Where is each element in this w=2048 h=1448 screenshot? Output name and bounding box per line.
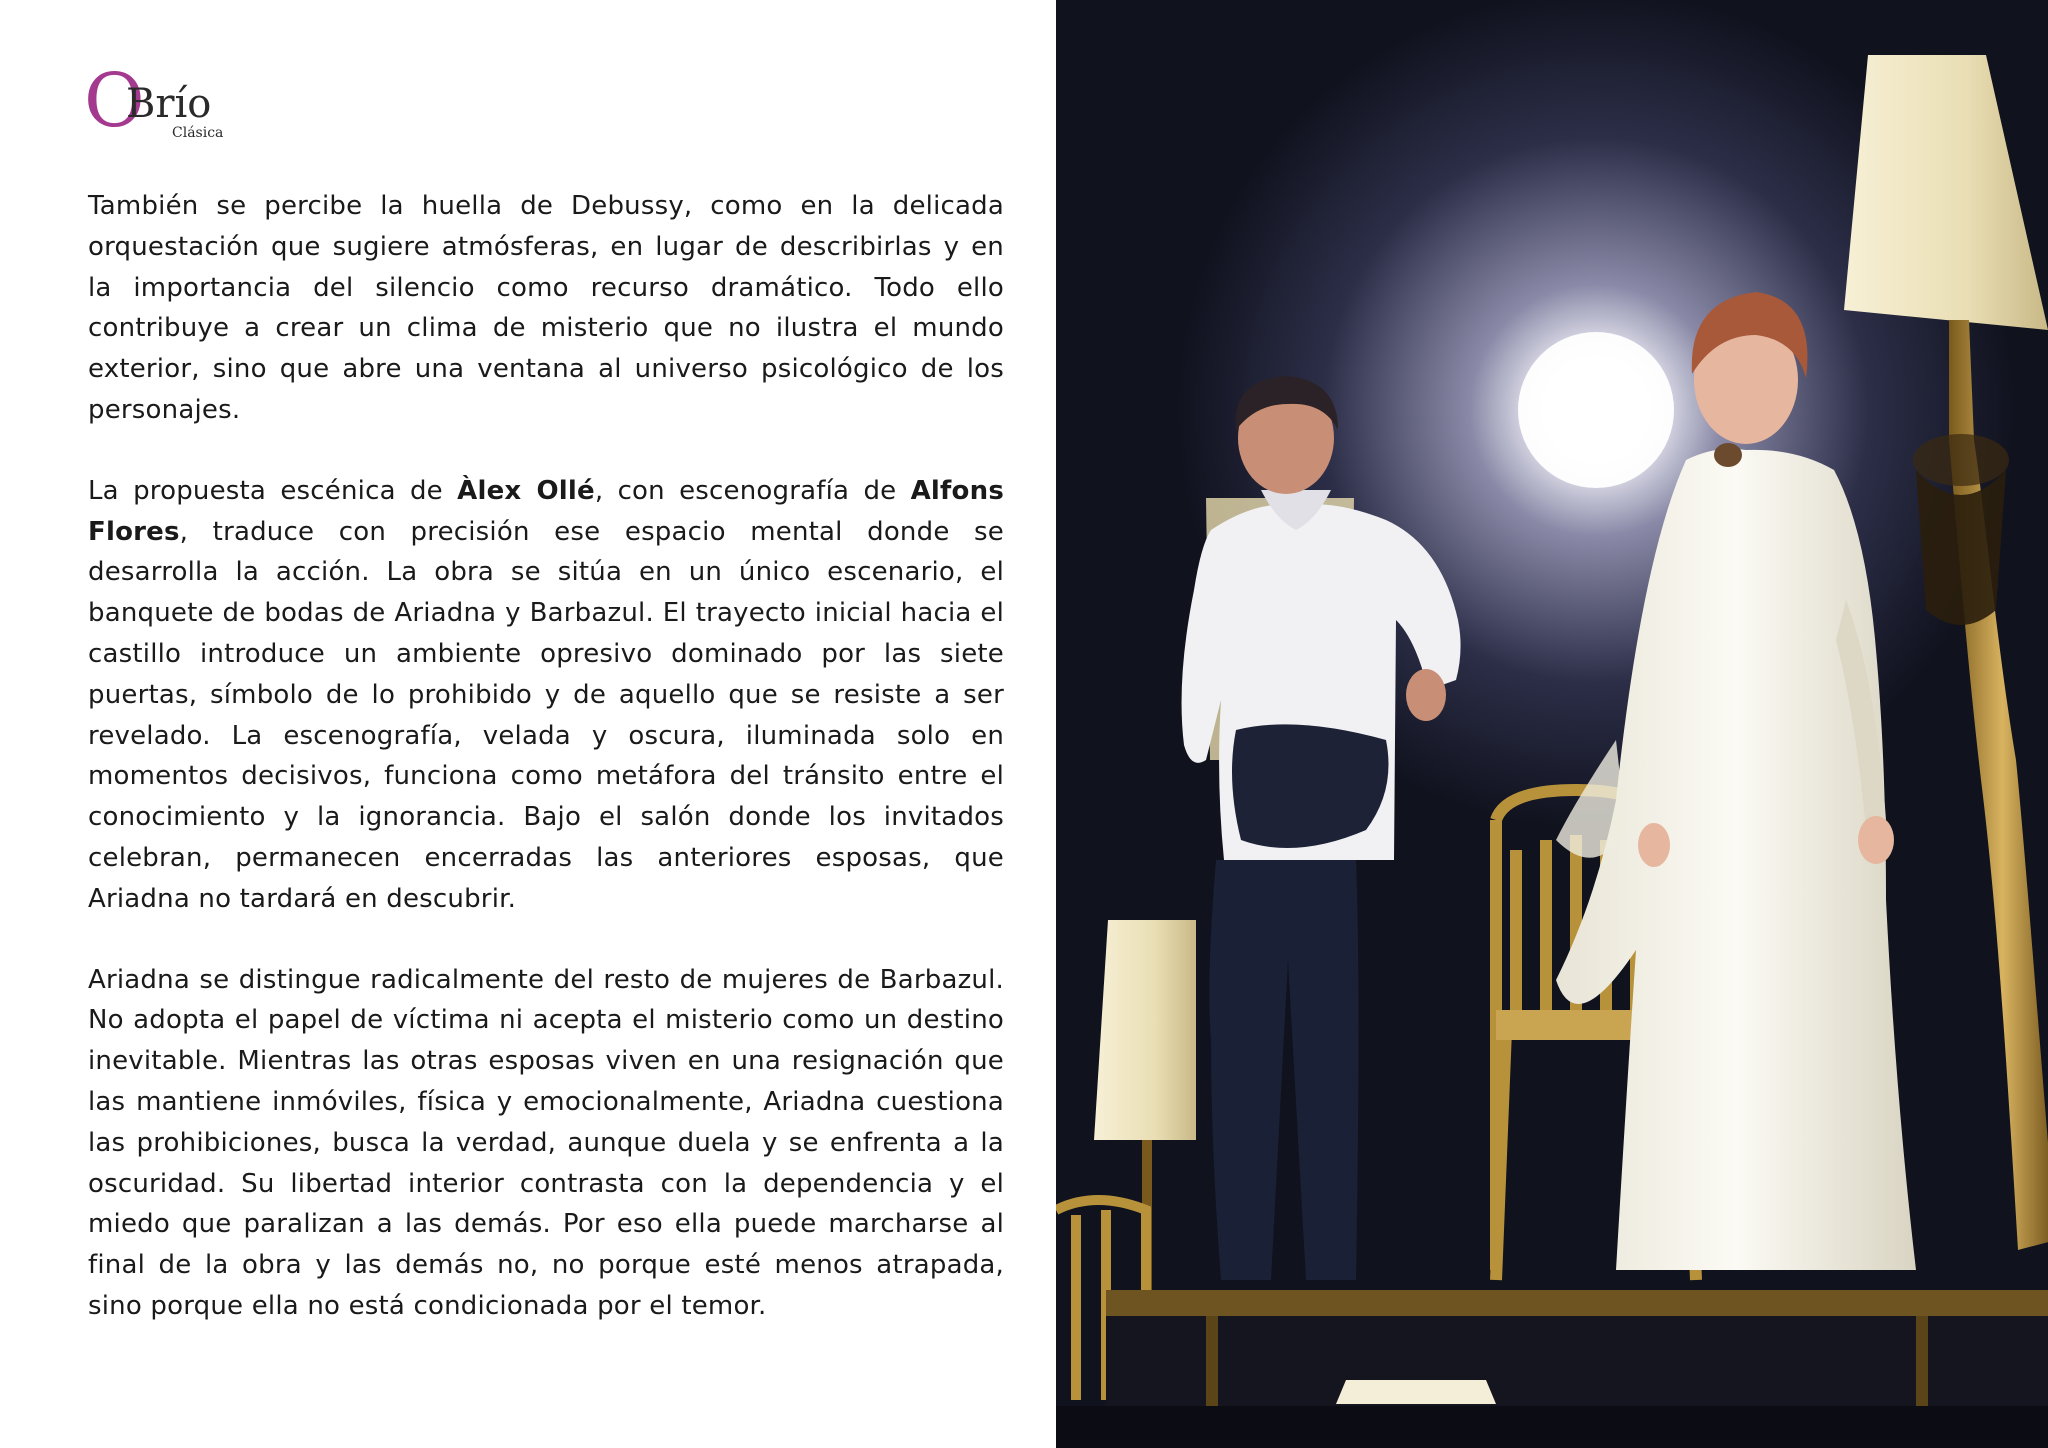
stage-table: [1106, 1290, 2048, 1406]
director-name: Àlex Ollé: [457, 475, 595, 506]
paragraph-2: [88, 471, 1004, 920]
stage-floor: [1056, 1406, 2048, 1448]
brand-logo[interactable]: [84, 58, 244, 144]
article-body: [88, 186, 1004, 1367]
stage-photo: [1056, 0, 2048, 1448]
logo-subtitle: Clásica: [172, 125, 224, 141]
paragraph-2-text-b: , con escenografía de: [594, 475, 911, 506]
floor-light-shade: [1336, 1380, 1496, 1404]
paragraph-2-text-a: La propuesta escénica de: [88, 475, 458, 506]
logo-letter: O: [84, 58, 145, 144]
logo-word: Brío: [126, 81, 212, 127]
spotlight-glow: [1518, 332, 1674, 488]
paragraph-1: También se percibe la huella de Debussy, como en la delicada orquestación que sugiere atmósferas, en lugar de describirlas y en la importancia del silencio como recurso dramático. Todo ello contribuye a crear un clima de misterio que no ilustra el mundo exterior, sino que abre una ventana al universo psicológico de los personajes.: [88, 191, 1004, 425]
paragraph-2-text-c: , traduce con precisión ese espacio mental donde se desarrolla la acción. La obra se sitúa en un único escenario, el banquete de bodas de Ariadna y Barbazul. El trayecto inicial hacia el castillo introduce un ambiente opresivo dominado por las siete puertas, símbolo de lo prohibido y de aquello que se resiste a ser revelado. La escenografía, velada y oscura, iluminada solo en momentos decisivos, funciona como metáfora del tránsito entre el conocimiento y la ignorancia. Bajo el salón donde los invitados celebran, permanecen encerradas las anteriores esposas, que Ariadna no tardará en descubrir.: [88, 516, 1004, 914]
stage-photo-illustration: [1056, 0, 2048, 1448]
set-designer-name: Alfons Flores: [88, 475, 1005, 547]
paragraph-3: Ariadna se distingue radicalmente del resto de mujeres de Barbazul. No adopta el papel de víctima ni acepta el misterio como un destino inevitable. Mientras las otras esposas viven en una resignación que las mantiene inmóviles, física y emocionalmente, Ariadna cuestiona las prohibiciones, busca la verdad, aunque duela y se enfrenta a la oscuridad. Su libertad interior contrasta con la dependencia y el miedo que paralizan a las demás. Por eso ella puede marcharse al final de la obra y las demás no, no porque esté menos atrapada, sino porque ella no está condicionada por el temor.: [88, 964, 1004, 1321]
